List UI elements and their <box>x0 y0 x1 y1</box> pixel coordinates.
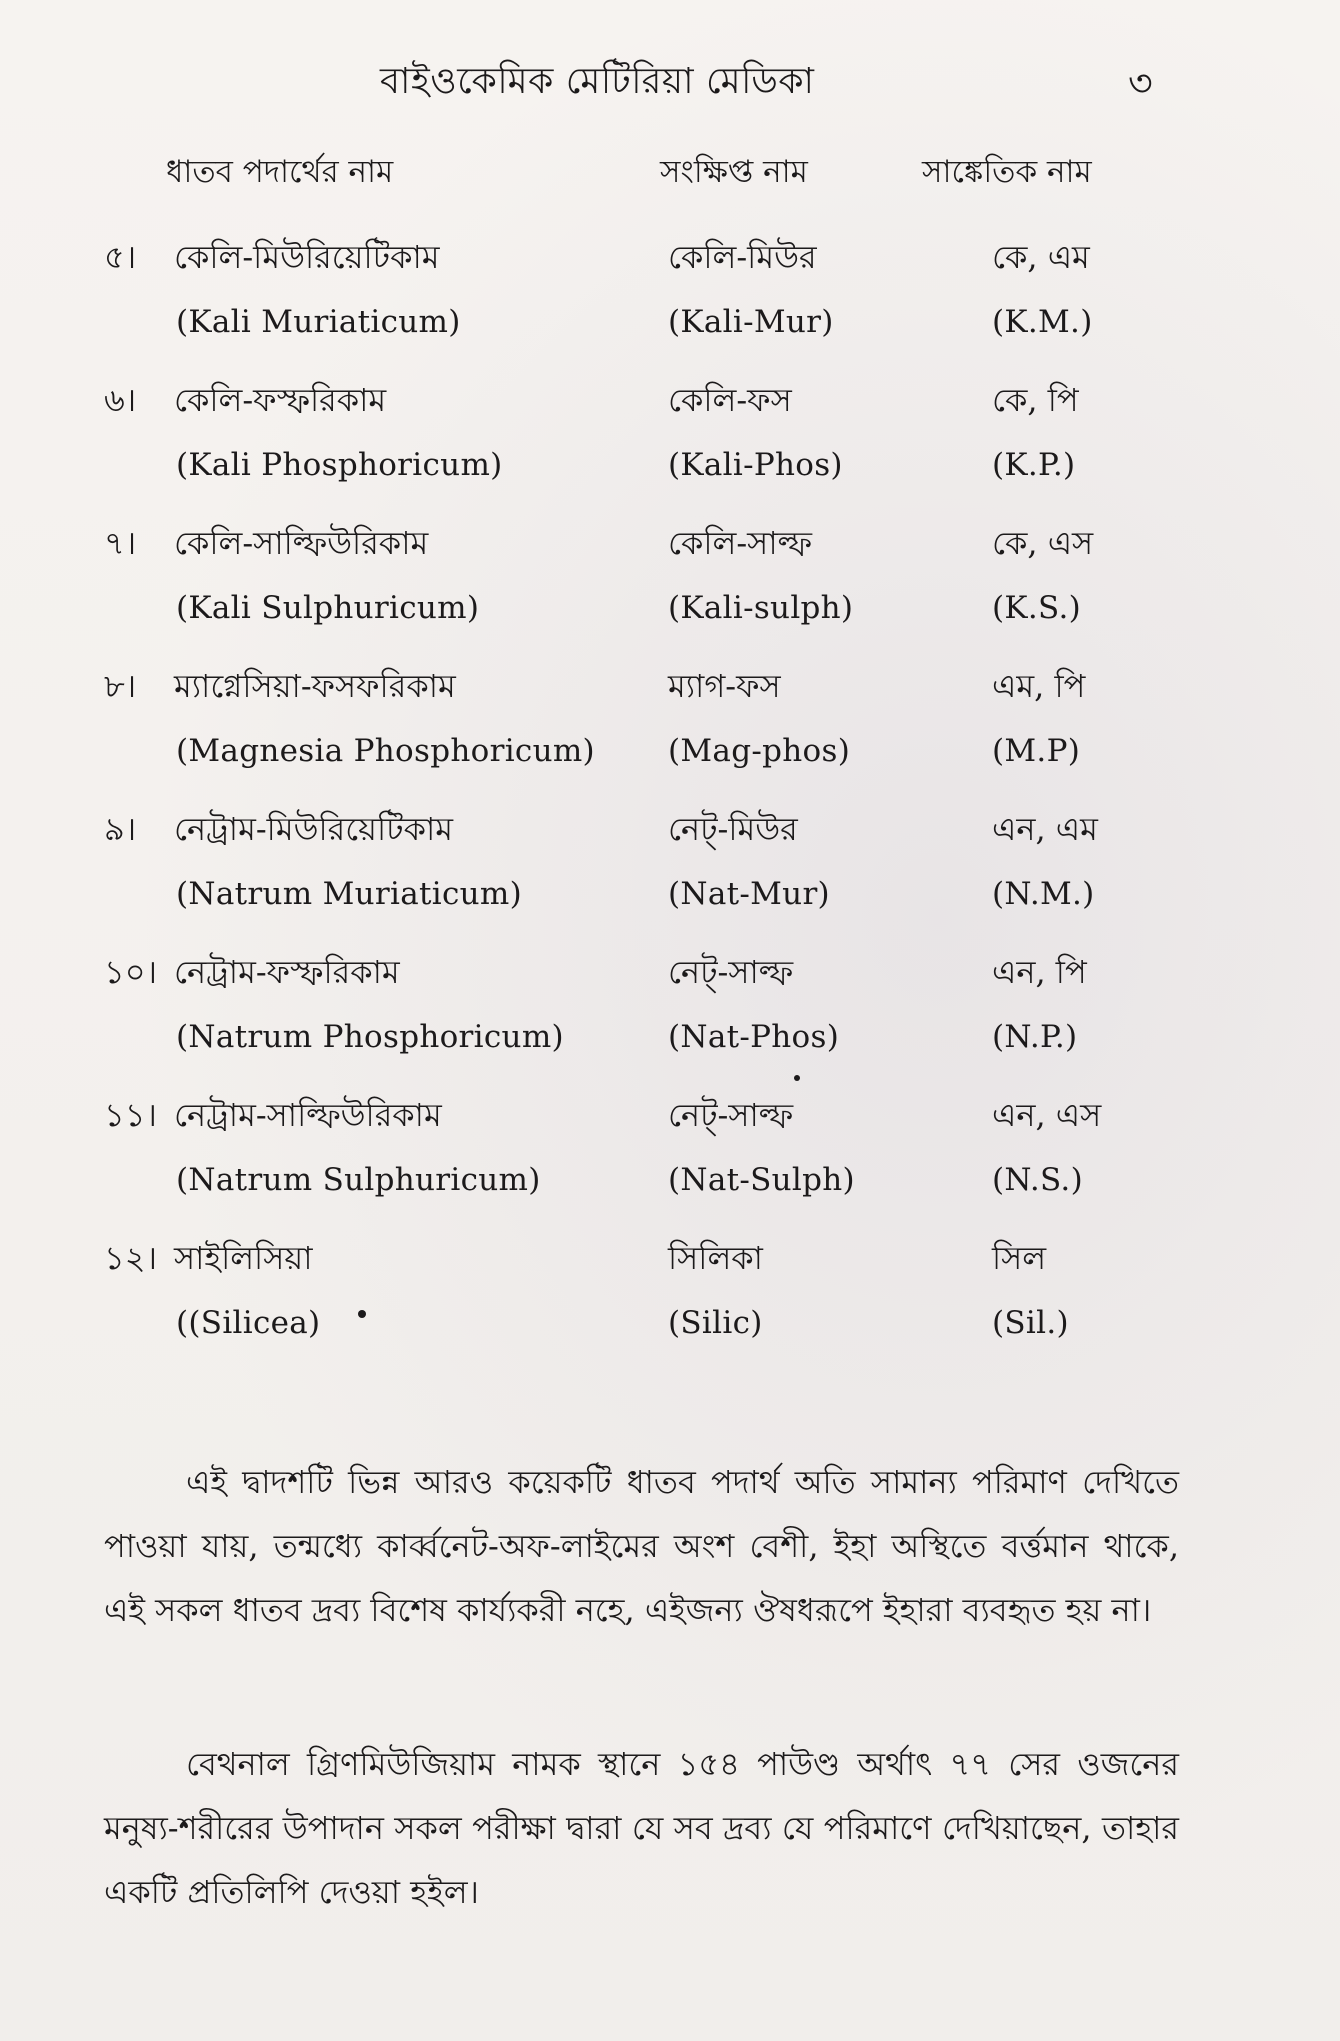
row-bengali <box>0 1233 1340 1283</box>
salt-name-latin: (Kali Phosphoricum) <box>176 447 503 483</box>
ink-speck <box>794 1075 800 1081</box>
column-header-short-name: সংক্ষিপ্ত নাম <box>660 154 808 190</box>
salt-name-latin: (Natrum Muriaticum) <box>176 876 523 912</box>
short-name-bengali: ম্যাগ-ফস <box>668 667 781 705</box>
symbol-bengali: এন, এম <box>992 810 1098 848</box>
running-title: বাইওকেমিক মেটিরিয়া মেডিকা <box>380 61 815 102</box>
symbol-latin: (M.P) <box>992 733 1081 769</box>
row-latin <box>0 447 1340 497</box>
row-bengali <box>0 947 1340 997</box>
row-latin <box>0 1019 1340 1069</box>
salt-table <box>0 232 1340 1376</box>
salt-name-bengali: নেট্রাম-ফস্ফরিকাম <box>174 953 400 991</box>
short-name-latin: (Kali-Mur) <box>668 304 834 340</box>
symbol-latin: (N.P.) <box>992 1019 1078 1055</box>
salt-name-bengali: নেট্রাম-সাল্ফিউরিকাম <box>174 1096 442 1134</box>
row-number: ৫। <box>104 238 137 276</box>
salt-name-latin: ((Silicea) <box>176 1305 321 1341</box>
symbol-bengali: কে, পি <box>992 381 1079 419</box>
symbol-bengali: এম, পি <box>992 667 1086 705</box>
short-name-latin: (Kali-sulph) <box>668 590 854 626</box>
salt-name-bengali: নেট্রাম-মিউরিয়েটিকাম <box>174 810 454 848</box>
symbol-latin: (N.S.) <box>992 1162 1083 1198</box>
table-row <box>0 947 1340 1090</box>
salt-name-bengali: কেলি-ফস্ফরিকাম <box>174 381 387 419</box>
short-name-latin: (Silic) <box>668 1305 763 1341</box>
short-name-bengali: কেলি-মিউর <box>668 238 817 276</box>
salt-name-bengali: কেলি-মিউরিয়েটিকাম <box>174 238 440 276</box>
salt-name-latin: (Kali Muriaticum) <box>176 304 461 340</box>
symbol-bengali: এন, এস <box>992 1096 1102 1134</box>
table-row <box>0 804 1340 947</box>
row-latin <box>0 1305 1340 1355</box>
salt-name-latin: (Kali Sulphuricum) <box>176 590 480 626</box>
symbol-bengali: সিল <box>992 1239 1047 1277</box>
short-name-latin: (Nat-Phos) <box>668 1019 840 1055</box>
row-number: ৬। <box>104 381 137 419</box>
short-name-bengali: সিলিকা <box>668 1239 763 1277</box>
row-bengali <box>0 375 1340 425</box>
short-name-bengali: নেট্-মিউর <box>668 810 798 848</box>
salt-name-latin: (Magnesia Phosphoricum) <box>176 733 595 769</box>
short-name-latin: (Nat-Mur) <box>668 876 830 912</box>
table-row <box>0 661 1340 804</box>
symbol-latin: (N.M.) <box>992 876 1095 912</box>
row-number: ১০। <box>104 953 158 991</box>
table-row <box>0 518 1340 661</box>
column-header-metal-name: ধাতব পদার্থের নাম <box>166 154 394 190</box>
salt-name-latin: (Natrum Sulphuricum) <box>176 1162 541 1198</box>
short-name-bengali: নেট্-সাল্ফ <box>668 953 794 991</box>
symbol-bengali: এন, পি <box>992 953 1087 991</box>
table-row <box>0 375 1340 518</box>
body-paragraph: এই দ্বাদশটি ভিন্ন আরও কয়েকটি ধাতব পদার্থ অতি সামান্য পরিমাণ দেখিতে পাওয়া যায়, তন্মধ্যে কার্ব্বনেট-অফ-লাইমের অংশ বেশী, ইহা অস্থিতে বর্ত্তমান থাকে, এই সকল ধাতব দ্রব্য বিশেষ কার্য্যকরী নহে, এইজন্য ঔষধরূপে ইহারা ব্যবহৃত হয় না। <box>104 1463 1179 1629</box>
table-row <box>0 1233 1340 1376</box>
table-row <box>0 1090 1340 1233</box>
column-header-symbol-name: সাঙ্কেতিক নাম <box>922 154 1092 190</box>
row-number: ১২। <box>104 1239 158 1277</box>
row-bengali <box>0 232 1340 282</box>
short-name-bengali: কেলি-ফস <box>668 381 792 419</box>
short-name-latin: (Kali-Phos) <box>668 447 843 483</box>
short-name-bengali: কেলি-সাল্ফ <box>668 524 812 562</box>
row-bengali <box>0 804 1340 854</box>
short-name-latin: (Nat-Sulph) <box>668 1162 855 1198</box>
body-paragraph: বেথনাল গ্রিণমিউজিয়াম নামক স্থানে ১৫৪ পাউণ্ড অর্থাৎ ৭৭ সের ওজনের মনুষ্য-শরীরের উপাদান সকল পরীক্ষা দ্বারা যে সব দ্রব্য যে পরিমাণে দেখিয়াছেন, তাহার একটি প্রতিলিপি দেওয়া হইল। <box>104 1745 1179 1911</box>
row-number: ১১। <box>104 1096 157 1134</box>
symbol-bengali: কে, এস <box>992 524 1094 562</box>
page-number: ৩ <box>1128 61 1153 105</box>
symbol-latin: (K.S.) <box>992 590 1081 626</box>
row-latin <box>0 590 1340 640</box>
table-row <box>0 232 1340 375</box>
row-latin <box>0 733 1340 783</box>
symbol-latin: (Sil.) <box>992 1305 1069 1341</box>
salt-name-bengali: সাইলিসিয়া <box>174 1239 313 1277</box>
short-name-bengali: নেট্-সাল্ফ <box>668 1096 794 1134</box>
row-number: ৭। <box>104 524 137 562</box>
table-header <box>0 148 1340 198</box>
row-bengali <box>0 661 1340 711</box>
row-number: ৮। <box>104 667 137 705</box>
short-name-latin: (Mag-phos) <box>668 733 851 769</box>
salt-name-bengali: ম্যাগ্নেসিয়া-ফসফরিকাম <box>174 667 456 705</box>
symbol-latin: (K.M.) <box>992 304 1093 340</box>
row-bengali <box>0 1090 1340 1140</box>
row-latin <box>0 304 1340 354</box>
row-latin <box>0 876 1340 926</box>
symbol-bengali: কে, এম <box>992 238 1090 276</box>
row-number: ৯। <box>104 810 137 848</box>
row-latin <box>0 1162 1340 1212</box>
page-header <box>0 54 1340 114</box>
salt-name-latin: (Natrum Phosphoricum) <box>176 1019 564 1055</box>
ink-speck <box>358 1310 366 1318</box>
symbol-latin: (K.P.) <box>992 447 1076 483</box>
row-bengali <box>0 518 1340 568</box>
salt-name-bengali: কেলি-সাল্ফিউরিকাম <box>174 524 429 562</box>
